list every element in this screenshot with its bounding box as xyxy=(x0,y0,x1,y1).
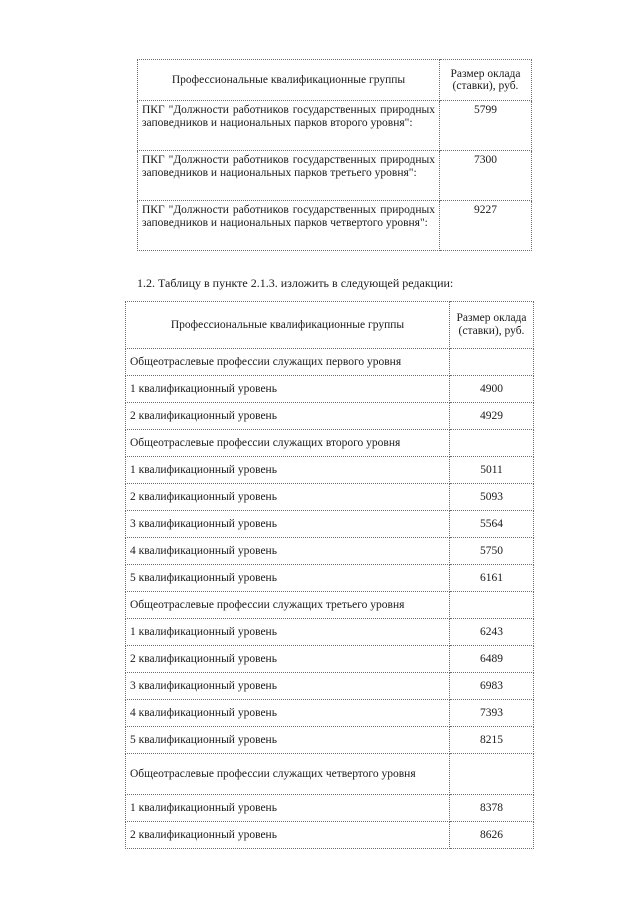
group-cell: 2 квалификационный уровень xyxy=(126,822,450,849)
group-cell: 5 квалификационный уровень xyxy=(126,565,450,592)
salary-cell: 8378 xyxy=(450,795,534,822)
group-cell: 3 квалификационный уровень xyxy=(126,511,450,538)
table-row xyxy=(126,822,534,849)
group-cell: 4 квалификационный уровень xyxy=(126,538,450,565)
group-cell: Общеотраслевые профессии служащих четвертого уровня xyxy=(126,754,450,795)
table-row xyxy=(138,151,532,201)
table-row xyxy=(126,565,534,592)
group-cell: ПКГ "Должности работников государственных природных заповедников и национальных парков четвертого уровня": xyxy=(138,201,440,251)
table-row xyxy=(126,511,534,538)
group-cell: Общеотраслевые профессии служащих второго уровня xyxy=(126,430,450,457)
table-row xyxy=(126,646,534,673)
group-cell: 2 квалификационный уровень xyxy=(126,646,450,673)
group-cell: 3 квалификационный уровень xyxy=(126,673,450,700)
salary-cell xyxy=(450,754,534,795)
salary-cell: 8215 xyxy=(450,727,534,754)
salary-cell: 5799 xyxy=(440,101,532,151)
group-cell: 1 квалификационный уровень xyxy=(126,457,450,484)
group-cell: 1 квалификационный уровень xyxy=(126,795,450,822)
group-cell: 1 квалификационный уровень xyxy=(126,619,450,646)
table-row xyxy=(126,538,534,565)
column-header-salary: Размер оклада (ставки), руб. xyxy=(440,60,532,101)
table-row xyxy=(126,727,534,754)
column-header-group: Профессиональные квалификационные группы xyxy=(126,302,450,349)
salary-cell xyxy=(450,430,534,457)
salary-table-general-industry-employees xyxy=(125,301,534,849)
table-row xyxy=(138,101,532,151)
salary-cell: 6161 xyxy=(450,565,534,592)
salary-cell: 5564 xyxy=(450,511,534,538)
salary-cell: 6983 xyxy=(450,673,534,700)
table-row xyxy=(126,484,534,511)
table-row xyxy=(126,457,534,484)
table-row xyxy=(126,592,534,619)
group-cell: 2 квалификационный уровень xyxy=(126,403,450,430)
group-cell: ПКГ "Должности работников государственных природных заповедников и национальных парков второго уровня": xyxy=(138,101,440,151)
table-row xyxy=(126,673,534,700)
group-cell: 2 квалификационный уровень xyxy=(126,484,450,511)
table-row xyxy=(126,619,534,646)
group-cell: Общеотраслевые профессии служащих третьего уровня xyxy=(126,592,450,619)
table-row xyxy=(126,795,534,822)
salary-table-pkg-nature-reserves xyxy=(137,59,532,251)
table-header-row xyxy=(138,60,532,101)
group-cell: 5 квалификационный уровень xyxy=(126,727,450,754)
group-cell: 4 квалификационный уровень xyxy=(126,700,450,727)
table-row xyxy=(138,201,532,251)
salary-cell: 5093 xyxy=(450,484,534,511)
salary-cell: 5011 xyxy=(450,457,534,484)
salary-cell xyxy=(450,349,534,376)
salary-cell xyxy=(450,592,534,619)
salary-cell: 8626 xyxy=(450,822,534,849)
salary-cell: 6489 xyxy=(450,646,534,673)
table-header-row xyxy=(126,302,534,349)
table-row xyxy=(126,349,534,376)
salary-cell: 4929 xyxy=(450,403,534,430)
salary-cell: 7300 xyxy=(440,151,532,201)
column-header-salary: Размер оклада (ставки), руб. xyxy=(450,302,534,349)
salary-cell: 4900 xyxy=(450,376,534,403)
group-cell: ПКГ "Должности работников государственных природных заповедников и национальных парков третьего уровня": xyxy=(138,151,440,201)
salary-cell: 7393 xyxy=(450,700,534,727)
table-row xyxy=(126,376,534,403)
group-cell: 1 квалификационный уровень xyxy=(126,376,450,403)
salary-cell: 9227 xyxy=(440,201,532,251)
salary-cell: 6243 xyxy=(450,619,534,646)
table-row xyxy=(126,700,534,727)
table-row xyxy=(126,754,534,795)
column-header-group: Профессиональные квалификационные группы xyxy=(138,60,440,101)
table-row xyxy=(126,430,534,457)
amendment-paragraph: 1.2. Таблицу в пункте 2.1.3. изложить в следующей редакции: xyxy=(137,276,454,290)
salary-cell: 5750 xyxy=(450,538,534,565)
table-row xyxy=(126,403,534,430)
group-cell: Общеотраслевые профессии служащих первого уровня xyxy=(126,349,450,376)
